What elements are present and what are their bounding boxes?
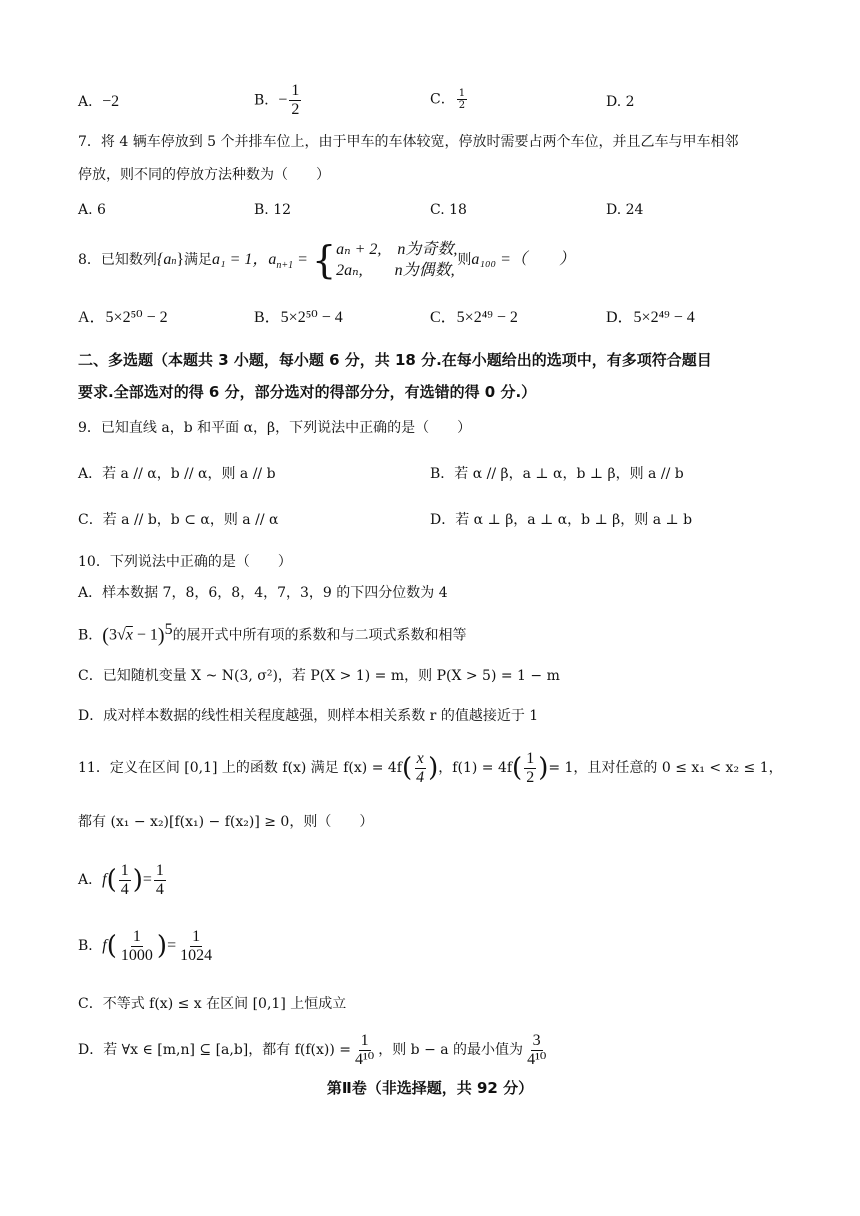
q7-option-d: D. 24: [606, 202, 644, 218]
q11-option-b: B．f( $\frac{1}{1000}$ )= $\frac{1}{1024}$: [78, 927, 213, 964]
q8-prefix: 8．已知数列: [78, 252, 157, 268]
q8-stem: 8．已知数列{an}满足a₁ = 1，$a_{n+1}$ = { aₙ + 2, n为奇数, 2aₙ, n为偶数, 则a₁₀₀ =（ ）: [78, 238, 575, 282]
option-text: 的展开式中所有项的系数和与二项式系数和相等: [172, 627, 467, 644]
fraction: [353, 1032, 376, 1069]
q9-option-c: C．若 a // b，b ⊂ α，则 a // α: [78, 512, 279, 528]
case-even: 2aₙ, n为偶数,: [336, 262, 455, 279]
option-label: A．: [78, 94, 103, 110]
fraction: [457, 88, 467, 111]
case-odd: aₙ + 2, n为奇数,: [336, 241, 458, 258]
initial-condition: a₁ = 1，: [212, 251, 269, 268]
option-label: C．: [430, 91, 455, 108]
fraction: [525, 1032, 548, 1069]
q11-stem-line2: 都有 (x₁ − x₂)[f(x₁) − f(x₂)] ≥ 0，则（ ）: [78, 814, 374, 830]
q11-option-a: A．f( $\frac{1}{4}$ )= $\frac{1}{4}$: [78, 861, 164, 898]
numerator: 1: [458, 88, 466, 99]
denominator: 2: [291, 101, 300, 118]
numerator: 1: [291, 82, 300, 99]
numerator: 1: [132, 927, 141, 945]
q8-mid: 满足: [184, 252, 213, 268]
numerator: x: [416, 749, 424, 767]
numerator: 1: [155, 861, 164, 879]
q8-option-b: B．5×2⁵⁰ − 4: [254, 309, 343, 326]
q7-stem-line1: 7．将 4 辆车停放到 5 个并排车位上，由于甲车的车体较宽，停放时需要占两个车位，并且乙车与甲车相邻: [78, 134, 739, 150]
left-brace: {: [311, 238, 337, 282]
q6-option-c: [430, 88, 469, 111]
q10-stem: 10．下列说法中正确的是（ ）: [78, 554, 292, 570]
q11-stem-a: 11．定义在区间 [0,1] 上的函数 f(x) 满足 f(x) = 4f: [78, 760, 402, 776]
q10-option-b: B．$(3√x - 1)^5$的展开式中所有项的系数和与二项式系数和相等: [78, 621, 467, 647]
sequence-symbol: {a: [156, 251, 172, 268]
denominator: 1024: [180, 946, 213, 964]
q9-option-b: B．若 α // β，a ⊥ α，b ⊥ β，则 a // b: [430, 466, 684, 482]
fraction: [154, 862, 166, 899]
piecewise-cases: [336, 239, 457, 281]
q8-tail: 则: [457, 252, 472, 268]
numerator: 1: [120, 861, 129, 879]
fraction-1-over-2: [524, 750, 536, 787]
option-text-b: ，则 b − a 的最小值为: [378, 1042, 524, 1058]
denominator: 1000: [120, 946, 153, 964]
q11-stem-line1: 11．定义在区间 [0,1] 上的函数 f(x) 满足 f(x) = 4f( $\frac{x}{4}$ )，f(1) = 4f( $\frac{1}{2}$ )= 1，且对任意的 0 ≤ x₁ < x₂ ≤ 1，: [78, 749, 783, 786]
numerator: 3: [532, 1031, 541, 1049]
q10-option-c: C．已知随机变量 X ~ N(3, σ²)，若 P(X > 1) = m，则 P(X > 5) = 1 − m: [78, 668, 560, 684]
denominator: 2: [458, 100, 466, 111]
denominator: 4¹⁰: [355, 1050, 375, 1068]
fraction: [178, 928, 214, 965]
q11-option-c: C．不等式 f(x) ≤ x 在区间 [0,1] 上恒成立: [78, 996, 347, 1012]
q10-option-d: D．成对样本数据的线性相关程度越强，则样本相关系数 r 的值越接近于 1: [78, 708, 539, 724]
minus-sign: −: [278, 91, 288, 109]
denominator: 4: [416, 768, 425, 786]
option-label: B．: [254, 92, 279, 109]
option-value: −2: [102, 93, 120, 110]
q7-option-a: A. 6: [78, 202, 106, 218]
option-text-a: D．若 ∀x ∈ [m,n] ⊆ [a,b]，都有 f(f(x)) =: [78, 1042, 351, 1058]
section2-heading-line2: 要求.全部选对的得 6 分，部分选对的得部分分，有选错的得 0 分.）: [78, 383, 537, 401]
section2-heading-line1: 二、多选题（本题共 3 小题，每小题 6 分，共 18 分.在每小题给出的选项中，有多项符合题目: [78, 351, 712, 369]
denominator: 2: [526, 768, 535, 786]
numerator: 1: [192, 927, 201, 945]
fraction: [289, 82, 301, 119]
denominator: 4: [155, 880, 164, 898]
denominator: 4¹⁰: [527, 1050, 547, 1068]
q7-option-c: C. 18: [430, 202, 467, 218]
q9-stem: 9．已知直线 a，b 和平面 α，β，下列说法中正确的是（ ）: [78, 420, 472, 436]
option-label: B．: [78, 938, 103, 954]
q11-option-d: [78, 1030, 550, 1070]
q11-stem-b: ，f(1) = 4f: [438, 760, 513, 776]
q7-option-b: B. 12: [254, 202, 292, 218]
q6-option-d: D. 2: [606, 94, 635, 110]
q8-option-c: C．5×2⁴⁹ − 2: [430, 309, 518, 326]
numerator: 1: [526, 749, 535, 767]
fraction: [119, 862, 131, 899]
q8-option-d: D．5×2⁴⁹ − 4: [606, 309, 695, 326]
q8-target: a₁₀₀ =（ ）: [471, 251, 575, 268]
fraction: [119, 928, 155, 965]
option-label: B．: [78, 627, 103, 644]
q9-option-d: D．若 α ⊥ β，a ⊥ α，b ⊥ β，则 a ⊥ b: [430, 512, 693, 528]
q6-option-b: [254, 82, 303, 119]
q10-option-a: A．样本数据 7，8，6，8，4，7，3，9 的下四分位数为 4: [78, 585, 448, 601]
numerator: 1: [360, 1031, 369, 1049]
part2-title: 第Ⅱ卷（非选择题，共 92 分）: [326, 1079, 534, 1097]
q9-option-a: A．若 a // α，b // α，则 a // b: [78, 466, 276, 482]
denominator: 4: [120, 880, 129, 898]
option-label: A．: [78, 872, 103, 888]
q8-option-a: A．5×2⁵⁰ − 2: [78, 309, 168, 326]
q11-stem-c: = 1，且对任意的 0 ≤ x₁ < x₂ ≤ 1，: [548, 760, 783, 776]
q7-stem-line2: 停放，则不同的停放方法种数为（ ）: [78, 167, 330, 183]
q6-option-a: [78, 92, 119, 112]
fraction-x-over-4: [414, 750, 426, 787]
